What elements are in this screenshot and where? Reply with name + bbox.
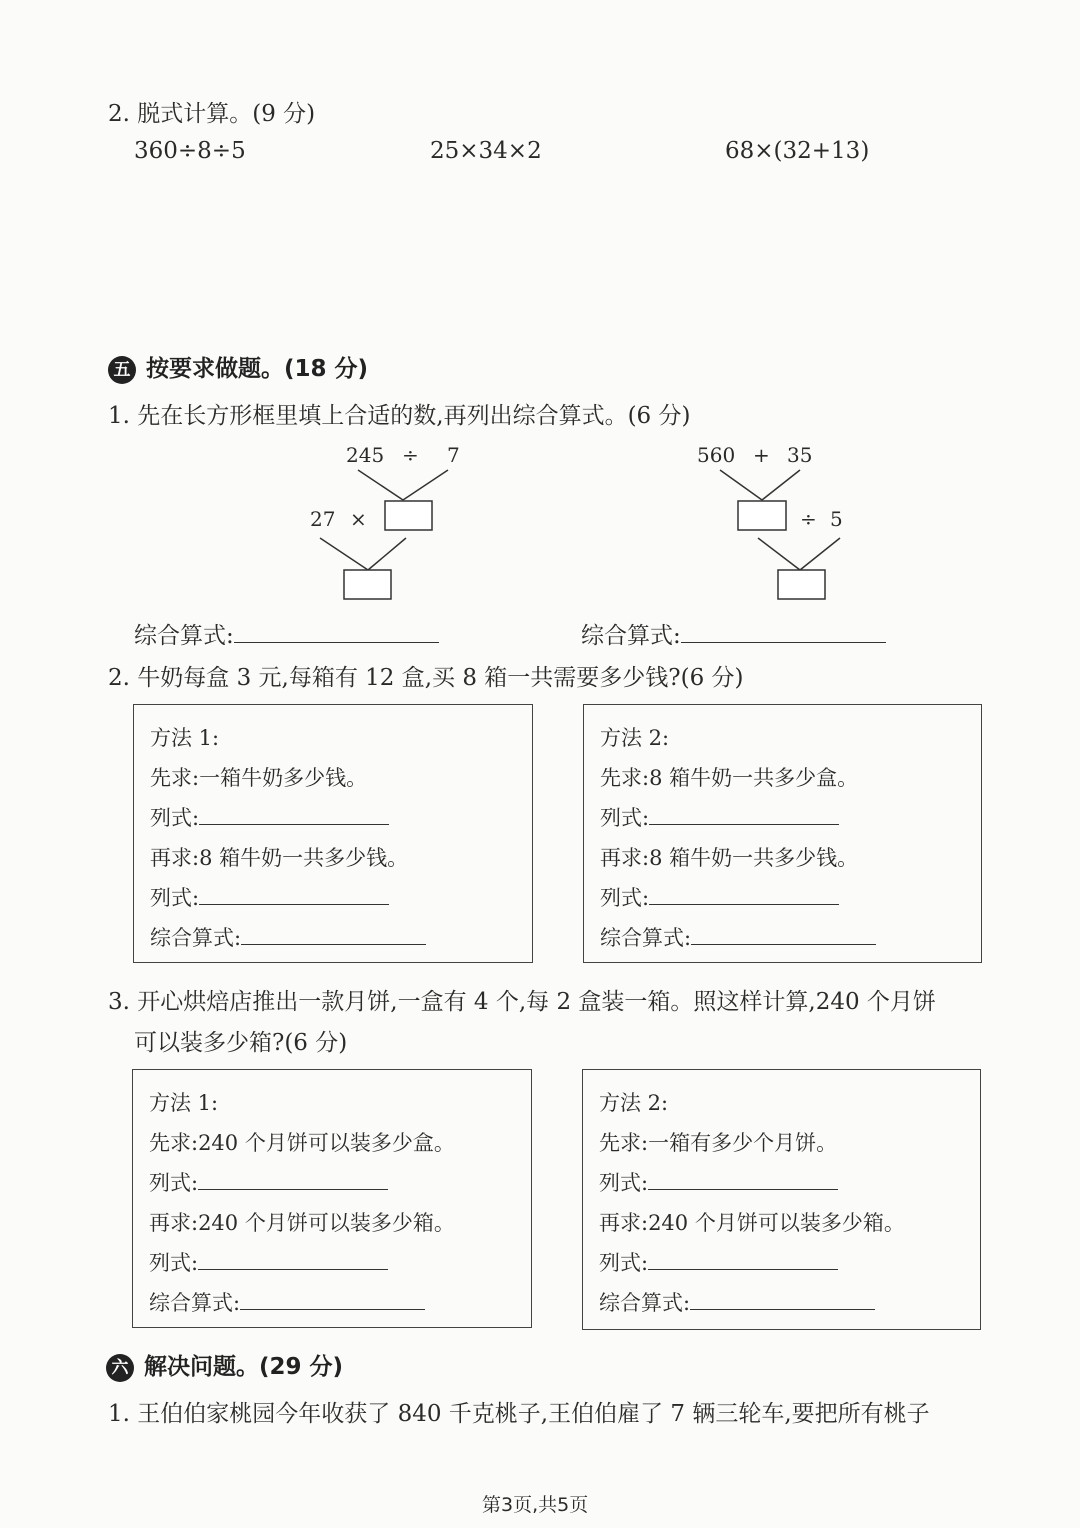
step-2: 再求:8 箱牛奶一共多少钱。 [150,846,409,870]
answer-blank[interactable] [649,804,839,825]
method-label: 方法 2: [599,1091,669,1115]
answer-blank[interactable] [198,1249,388,1270]
step-2: 再求:240 个月饼可以装多少箱。 [149,1211,455,1235]
formula-label: 列式: [599,1251,649,1275]
step-2: 再求:240 个月饼可以装多少箱。 [599,1211,905,1235]
formula-row [600,802,839,832]
step-2: 再求:8 箱牛奶一共多少钱。 [600,846,859,870]
fill-box-left-2 [344,570,391,599]
left-op1: ÷ [402,443,419,467]
section-5-title: 按要求做题。(18 分) [146,356,369,382]
page-footer: 第3页,共5页 [482,1494,589,1516]
section-6-title: 解决问题。(29 分) [144,1354,344,1380]
answer-blank[interactable] [240,1289,425,1310]
s6-question-1: 1. 王伯伯家桃园今年收获了 840 千克桃子,王伯伯雇了 7 辆三轮车,要把所有桃子 [108,1401,930,1427]
formula-right-label: 综合算式: [581,623,681,649]
right-op1: + [753,443,770,467]
combined-label: 综合算式: [149,1291,241,1315]
formula-label: 列式: [150,806,200,830]
expression-2: 25×34×2 [430,138,542,164]
calc-diagram-lines [0,0,1080,620]
answer-blank[interactable] [691,924,876,945]
step-1: 先求:一箱牛奶多少钱。 [150,766,368,790]
combined-label: 综合算式: [599,1291,691,1315]
right-op2: ÷ [800,507,817,531]
formula-row [599,1247,838,1277]
expression-1: 360÷8÷5 [134,138,246,164]
formula-label: 列式: [599,1171,649,1195]
s5-question-1-title: 1. 先在长方形框里填上合适的数,再列出综合算式。(6 分) [108,403,691,429]
formula-right [581,617,886,650]
combined-row [149,1287,425,1317]
left-num-b: 7 [447,443,460,467]
formula-left-blank[interactable] [234,622,439,643]
answer-blank[interactable] [199,804,389,825]
method-label: 方法 1: [150,726,220,750]
answer-blank[interactable] [198,1169,388,1190]
left-op2: × [350,507,367,531]
step-1: 先求:一箱有多少个月饼。 [599,1131,838,1155]
formula-right-blank[interactable] [681,622,886,643]
left-num-a: 245 [346,443,385,467]
section-5-badge: 五 [108,356,136,384]
step-1: 先求:240 个月饼可以装多少盒。 [149,1131,455,1155]
answer-blank[interactable] [199,884,389,905]
answer-blank[interactable] [648,1249,838,1270]
q2-method-2-box [583,704,982,963]
fill-box-right-2 [778,570,825,599]
section-6-heading [106,1348,343,1382]
s5-question-3-title-line2: 可以装多少箱?(6 分) [134,1030,348,1056]
formula-row [599,1167,838,1197]
formula-row [150,802,389,832]
question-2-title: 2. 脱式计算。(9 分) [108,101,316,127]
right-num-b: 35 [787,443,813,467]
section-6-badge: 六 [106,1354,134,1382]
formula-label: 列式: [149,1171,199,1195]
combined-label: 综合算式: [600,926,692,950]
answer-blank[interactable] [648,1169,838,1190]
answer-blank[interactable] [649,884,839,905]
s5-question-3-title-line1: 3. 开心烘焙店推出一款月饼,一盒有 4 个,每 2 盒装一箱。照这样计算,240 个月饼 [108,989,936,1015]
formula-row [600,882,839,912]
left-num-c: 27 [310,507,336,531]
step-1: 先求:8 箱牛奶一共多少盒。 [600,766,859,790]
expression-3: 68×(32+13) [725,138,870,164]
combined-row [600,922,876,952]
answer-blank[interactable] [690,1289,875,1310]
q3-method-2-box [582,1069,981,1330]
formula-row [149,1247,388,1277]
formula-label: 列式: [600,886,650,910]
q2-method-1-box [133,704,533,963]
q3-method-1-box [132,1069,532,1328]
formula-row [149,1167,388,1197]
right-num-c: 5 [830,507,843,531]
formula-label: 列式: [150,886,200,910]
formula-left-label: 综合算式: [134,623,234,649]
combined-row [599,1287,875,1317]
answer-blank[interactable] [241,924,426,945]
method-label: 方法 1: [149,1091,219,1115]
formula-left [134,617,439,650]
fill-box-left-1 [385,501,432,530]
fill-box-right-1 [738,501,786,530]
combined-label: 综合算式: [150,926,242,950]
combined-row [150,922,426,952]
method-label: 方法 2: [600,726,670,750]
formula-row [150,882,389,912]
formula-label: 列式: [149,1251,199,1275]
right-num-a: 560 [697,443,736,467]
formula-label: 列式: [600,806,650,830]
s5-question-2-title: 2. 牛奶每盒 3 元,每箱有 12 盒,买 8 箱一共需要多少钱?(6 分) [108,665,744,691]
